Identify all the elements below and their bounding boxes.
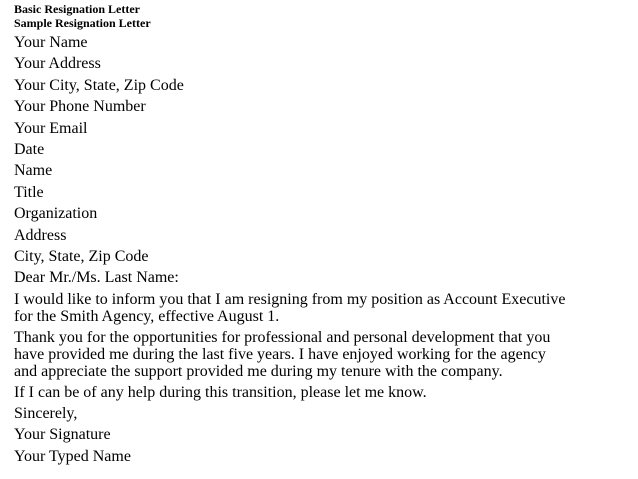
body-paragraph-2-line-1: Thank you for the opportunities for professional and personal development that you <box>14 328 551 346</box>
sender-address: Your Address <box>14 55 101 73</box>
sender-phone: Your Phone Number <box>14 98 146 116</box>
body-paragraph-1 <box>14 289 634 327</box>
closing: Sincerely, <box>14 404 78 422</box>
body-paragraph-3-line-1: If I can be of any help during this transition, please let me know. <box>14 383 427 401</box>
recipient-name: Name <box>14 162 53 180</box>
letter-date: Date <box>14 141 45 159</box>
sender-city-state-zip: Your City, State, Zip Code <box>14 76 184 94</box>
document-title: Basic Resignation Letter <box>14 2 140 16</box>
recipient-title: Title <box>14 183 44 201</box>
body-paragraph-2-line-2: have provided me during the last five years. I have enjoyed working for the agency <box>14 345 546 363</box>
body-paragraph-3 <box>14 382 634 403</box>
recipient-address: Address <box>14 226 67 244</box>
sender-name: Your Name <box>14 34 88 51</box>
body-paragraph-2 <box>14 327 634 382</box>
signature: Your Signature <box>14 426 111 444</box>
recipient-city-state-zip: City, State, Zip Code <box>14 248 149 266</box>
document-subtitle: Sample Resignation Letter <box>14 16 151 30</box>
body-paragraph-1-line-1: I would like to inform you that I am resigning from my position as Account Executive <box>14 290 566 308</box>
letter-document <box>14 2 634 467</box>
typed-name: Your Typed Name <box>14 447 131 465</box>
recipient-organization: Organization <box>14 205 98 223</box>
body-paragraph-1-line-2: for the Smith Agency, effective August 1. <box>14 307 280 325</box>
salutation: Dear Mr./Ms. Last Name: <box>14 269 179 287</box>
sender-email: Your Email <box>14 119 88 137</box>
body-paragraph-2-line-3: and appreciate the support provided me during my tenure with the company. <box>14 362 503 380</box>
